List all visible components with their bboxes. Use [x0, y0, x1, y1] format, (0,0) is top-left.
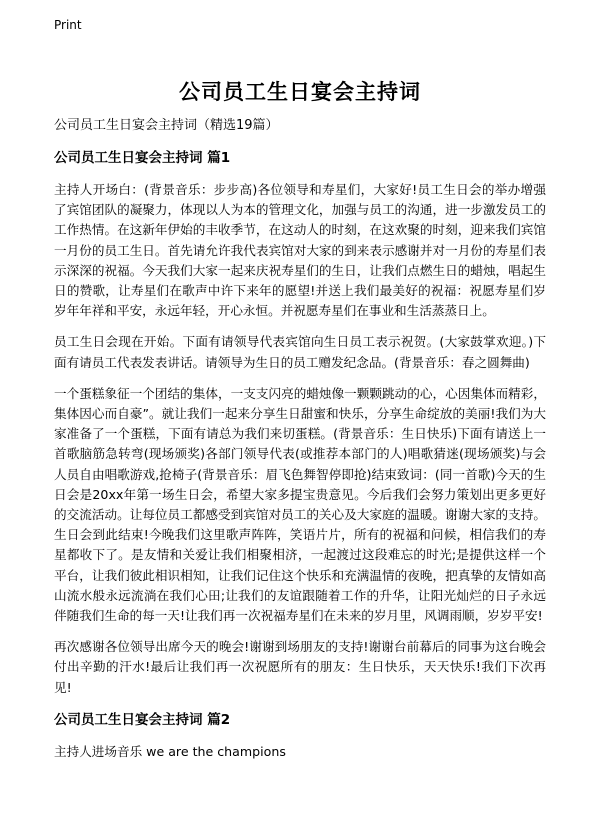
section-heading-1: 公司员工生日宴会主持词 篇1: [54, 150, 231, 166]
section-2-paragraph-1: 主持人进场音乐 we are the champions: [54, 743, 286, 759]
document-subtitle: 公司员工生日宴会主持词（精选19篇）: [54, 118, 279, 133]
section-1-paragraph-2: 员工生日会现在开始。下面有请领导代表宾馆向生日员工表示祝贺。(大家鼓掌欢迎。)下面有请员工代表发表讲话。请领导为生日的员工赠发纪念品。(背景音乐：春之圆舞曲): [54, 334, 546, 370]
section-1-paragraph-1: 主持人开场白：(背景音乐：步步高)各位领导和寿星们，大家好!员工生日会的举办增强了宾馆团队的凝聚力，体现以人为本的管理文化，加强与员工的沟通，进一步激发员工的工作热情。在这新年伊始的丰收季节，在这动人的时刻，在这欢聚的时刻，迎来我们宾馆一月份的员工生日。首先请允许我代表宾馆对大家的到来表示感谢并对一月份的寿星们表示深深的祝福。今天我们大家一起来庆祝寿星们的生日，让我们点燃生日的蜡烛，唱起生日的赞歌，让寿星们在歌声中许下来年的愿望!并送上我们最美好的祝福：祝愿寿星们岁岁年年祥和平安，永远年轻，开心永恒。并祝愿寿星们在事业和生活蒸蒸日上。: [54, 182, 546, 319]
print-label[interactable]: Print: [54, 18, 82, 32]
section-1-paragraph-3: 一个蛋糕象征一个团结的集体，一支支闪亮的蜡烛像一颗颗跳动的心，心因集体而精彩，集体因心而自豪”。就让我们一起来分享生日甜蜜和快乐，分享生命绽放的美丽!我们为大家准备了一个蛋糕，下面有请总为我们来切蛋糕。(背景音乐：生日快乐)下面有请送上一首歌脑筋急转弯(现场颁奖)各部门领导代表(或推荐本部门的人)唱歌猜迷(现场颁奖)与会人员自由唱歌游戏,抢椅子(背景音乐：眉飞色舞智停即抢)结束致词：(同一首歌)今天的生日会是20xx年第一场生日会，希望大家多提宝贵意见。今后我们会努力策划出更多更好的交流活动。让每位员工都感受到宾馆对员工的关心及大家庭的温暖。谢谢大家的支持。生日会到此结束!今晚我们这里歌声阵阵，笑语片片，所有的祝福和问候，相信我们的寿星都收下了。是友情和关爱让我们相聚相济，一起渡过这段难忘的时光;是提供这样一个平台，让我们彼此相识相知，让我们记住这个快乐和充满温情的夜晚，把真挚的友情如高山流水般永远流淌在我们心田;让我们的友谊跟随着工作的升华，让阳光灿烂的日子永远伴随我们生命的每一天!让我们再一次祝福寿星们在未来的岁月里，风调雨顺，岁岁平安!: [54, 385, 546, 624]
section-1-paragraph-4: 再次感谢各位领导出席今天的晚会!谢谢到场朋友的支持!谢谢台前幕后的同事为这台晚会付出辛勤的汗水!最后让我们再一次祝愿所有的朋友：生日快乐，天天快乐!我们下次再见!: [54, 639, 546, 695]
section-heading-2: 公司员工生日宴会主持词 篇2: [54, 711, 231, 728]
document-body: [54, 116, 546, 773]
document-title: 公司员工生日宴会主持词: [179, 80, 421, 104]
